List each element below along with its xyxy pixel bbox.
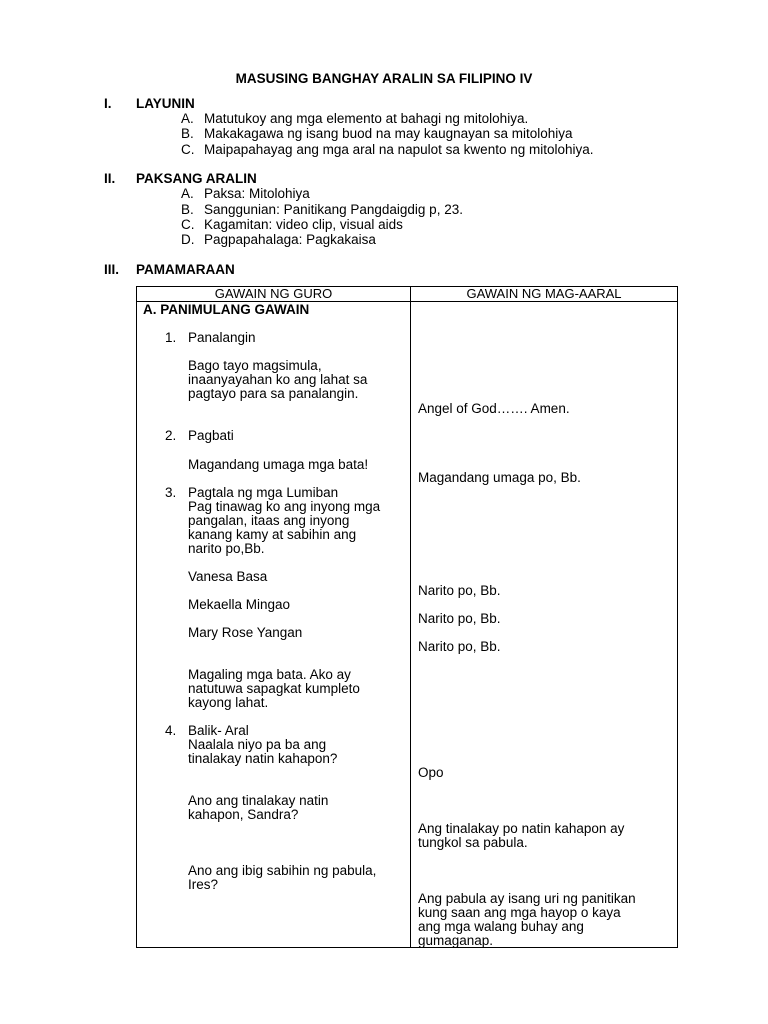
student-response: Ang tinalakay po natin kahapon ay tungkol sa pabula. [418, 821, 625, 850]
table-header-student: GAWAIN NG MAG-AARAL [411, 287, 678, 302]
student-response: Narito po, Bb. [418, 639, 501, 654]
student-response: Angel of God……. Amen. [418, 401, 570, 416]
list-item-letter: C. [181, 217, 195, 232]
teacher-text: Panalangin [188, 330, 256, 345]
step-number: 1. [165, 330, 177, 345]
step-number: 3. [165, 485, 177, 500]
teacher-text: Mekaella Mingao [188, 597, 291, 612]
teacher-text: Ano ang ibig sabihin ng pabula, Ires? [188, 863, 377, 892]
list-item-letter: C. [181, 142, 195, 157]
list-item: Kagamitan: video clip, visual aids [204, 217, 403, 232]
section-title-layunin: LAYUNIN [136, 96, 195, 111]
section-number: III. [104, 262, 120, 277]
student-response: Narito po, Bb. [418, 611, 501, 626]
list-item-letter: B. [181, 126, 194, 141]
teacher-text: Mary Rose Yangan [188, 625, 303, 640]
list-item: Makakagawa ng isang buod na may kaugnayan sa mitolohiya [204, 126, 573, 141]
teacher-text: Bago tayo magsimula, inaanyayahan ko ang lahat sa pagtayo para sa panalangin. [188, 358, 368, 401]
teacher-column [137, 302, 411, 948]
teacher-text: Magandang umaga mga bata! [188, 457, 369, 472]
teacher-text: Balik- Aral Naalala niyo pa ba ang tinalakay natin kahapon? [188, 723, 338, 766]
teacher-text: Pagbati [188, 428, 234, 443]
section-title-pamamaraan: PAMAMARAAN [136, 262, 235, 277]
document-title: MASUSING BANGHAY ARALIN SA FILIPINO IV [235, 71, 533, 86]
teacher-text: Pagtala ng mga Lumiban Pag tinawag ko ang inyong mga pangalan, itaas ang inyong kanang kamy at sabihin ang narito po,Bb. [188, 485, 381, 556]
teacher-text: Ano ang tinalakay natin kahapon, Sandra? [188, 793, 329, 822]
list-item-letter: D. [181, 232, 195, 247]
student-column [411, 302, 678, 948]
list-item: Matutukoy ang mga elemento at bahagi ng mitolohiya. [204, 111, 529, 126]
list-item: Maipapahayag ang mga aral na napulot sa kwento ng mitolohiya. [204, 142, 594, 157]
section-title-paksang-aralin: PAKSANG ARALIN [136, 171, 257, 186]
list-item-letter: A. [181, 111, 194, 126]
list-item: Pagpapahalaga: Pagkakaisa [204, 232, 376, 247]
table-header-teacher: GAWAIN NG GURO [137, 287, 411, 302]
list-item: Sanggunian: Panitikang Pangdaigdig p, 23. [204, 202, 463, 217]
section-number: I. [104, 96, 112, 111]
lesson-table [136, 286, 678, 948]
step-number: 4. [165, 723, 177, 738]
student-response: Opo [418, 765, 444, 780]
teacher-text: Vanesa Basa [188, 569, 268, 584]
list-item: Paksa: Mitolohiya [204, 186, 310, 201]
student-response: Ang pabula ay isang uri ng panitikan kung saan ang mga hayop o kaya ang mga walang buhay ang gumaganap. [418, 891, 636, 948]
list-item-letter: A. [181, 186, 194, 201]
teacher-text: Magaling mga bata. Ako ay natutuwa sapagkat kumpleto kayong lahat. [188, 667, 360, 710]
section-number: II. [104, 171, 116, 186]
table-subheading: A. PANIMULANG GAWAIN [143, 302, 310, 317]
student-response: Narito po, Bb. [418, 583, 501, 598]
student-response: Magandang umaga po, Bb. [418, 470, 581, 485]
step-number: 2. [165, 428, 177, 443]
list-item-letter: B. [181, 202, 194, 217]
